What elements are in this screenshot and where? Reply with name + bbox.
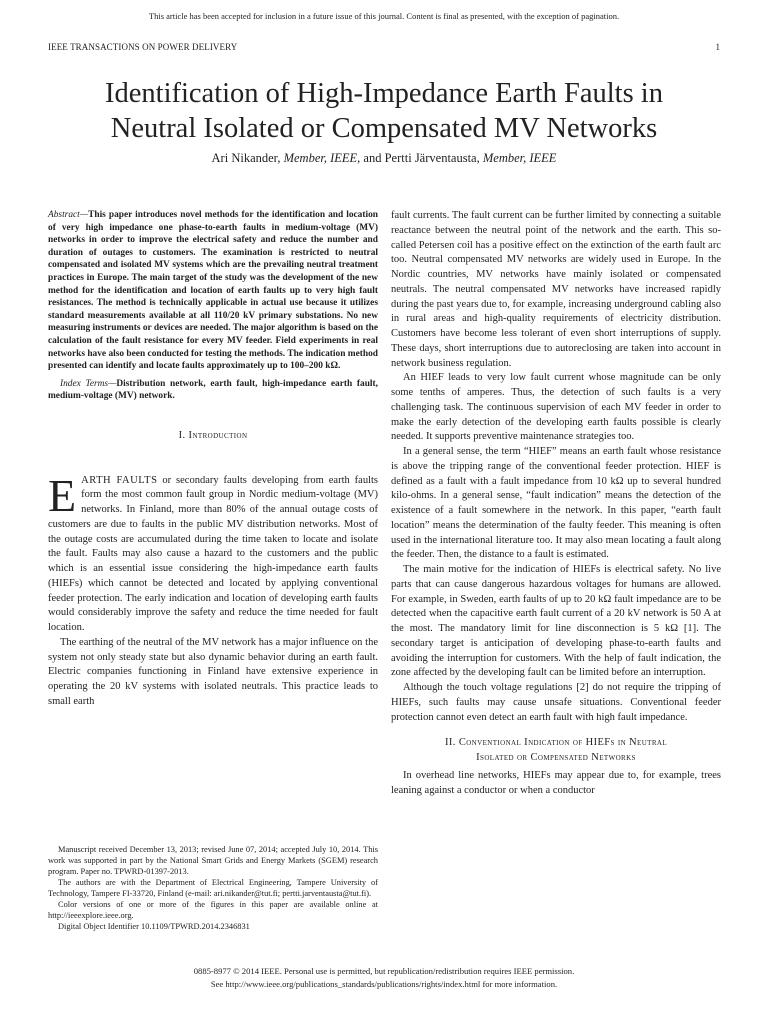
section-heading-introduction [48,429,378,444]
left-column [48,209,378,710]
footer-line-2: See http://www.ieee.org/publications_standards/publications/rights/index.html for more information. [210,979,558,989]
page-number: 1 [715,42,720,52]
abstract-label: Abstract— [48,210,89,220]
abstract-text: This paper introduces novel methods for the identification and location of very high impedance one phase-to-earth faults in medium-voltage (MV) networks in order to improve the electrical safety and reduce the number and duration of outages to customers. The examination is restricted to neutral compensated and isolated MV systems which are the prevailing neutral treatment practices in Europe. The main target of the study was the development of the new method for the identification and location of earth faults up to very high fault resistances. The method is technically applicable in actual use because it utilizes standard measurements available at all 110/20 kV primary substations. No new measuring instruments or devices are needed. The major algorithm is based on the calculation of the fault resistance for every MV feeder. Field experiments in real networks have also been conducted for testing the methods. The indication method presented can identify and locate faults approximately up to 100–200 kΩ. [48,210,378,372]
right-paragraph-6: In overhead line networks, HIEFs may appear due to, for example, trees leaning against a conductor or when a conductor [391,770,721,796]
right-column [391,209,721,799]
intro-p1-text: or secondary faults developing from earth faults form the most common fault group in Nordic medium-voltage (MV) networks. In Finland, more than 80% of the annual outage costs of customers are due to faults in the public MV distribution networks. Most of the outage costs are accumulated during the time taken to locate and isolate the fault. Faults may also cause a hazard to the customers and the public which is an essential issue considering the high-impedance earth faults (HIEFs) which cannot be detected and located by applying conventional feeder protection. The early indication and location of developing earth faults would considerably improve the safety and reduce the time needed for fault location. [48,474,378,634]
author-line [40,151,728,166]
intro-paragraph-2: The earthing of the neutral of the MV network has a major influence on the system not only steady state but also dynamic behavior during an earth fault. Electric companies functioning in Finland have extensive experience in operating the 20 kV systems with isolated neutrals. This practice leads to small earth [48,636,378,707]
index-terms-label: Index Terms— [60,378,117,389]
intro-paragraph-1 [48,469,378,636]
footnote-color: Color versions of one or more of the figures in this paper are available online at http://ieeexplore.ieee.org. [48,900,378,920]
author-2: Pertti Järventausta, [384,151,480,165]
index-terms-text: Distribution network, earth fault, high-impedance earth fault, medium-voltage (MV) network. [48,378,378,402]
author-1-role: Member, IEEE, [283,151,361,165]
paper-title [40,76,728,146]
running-head: IEEE TRANSACTIONS ON POWER DELIVERY [48,42,238,52]
footnote-manuscript: Manuscript received December 13, 2013; revised June 07, 2014; accepted July 10, 2014. This work was supported in part by the National Smart Grids and Energy Markets (SGEM) research program. Paper no. TPWRD-01397-2013. [48,845,378,876]
footnote-affiliation: The authors are with the Department of Electrical Engineering, Tampere University of Technology, Tampere FI-33720, Finland (e-mail: ari.nikander@tut.fi; pertti.jarventausta@tut.fi). [48,878,378,898]
copyright-footer [0,965,768,991]
right-paragraph-2: An HIEF leads to very low fault current whose magnitude can be only some tenths of amperes. Thus, the detection of such faults is a very challenging task. The continuous supervision of each MV feeder in order to make the early detection of the developing earth faults possible is clearly needed. It supports preventive maintenance strategies too. [391,372,721,443]
section-2-title-line-2: Isolated or Compensated Networks [476,751,636,763]
section-1-title: Introduction [188,429,248,441]
section-2-number: II. [444,737,456,749]
right-paragraph-3: In a general sense, the term “HIEF” means an earth fault whose resistance is above the tripping range of the conventional feeder protection. HIEF is defined as a fault with a fault impedance from 10 kΩ up to several hundred kilo-ohms. In a general sense, “fault indication” means the detection of the existence of a fault somewhere in the network. In this paper, “earth fault location” means the determination of the faulty feeder. This meaning is often used in the international literature too. It may also mean locating a fault along the feeder. Then, the distance to a fault is estimated. [391,446,721,561]
footnote-doi: Digital Object Identifier 10.1109/TPWRD.2014.2346831 [58,922,250,931]
intro-caps: ARTH FAULTS [81,474,158,486]
section-1-number: I. [178,429,186,441]
author-and: and [363,151,382,165]
title-line-2: Neutral Isolated or Compensated MV Networks [110,113,658,144]
author-1: Ari Nikander, [211,151,281,165]
footer-line-1: 0885-8977 © 2014 IEEE. Personal use is permitted, but republication/redistribution requires IEEE permission. [193,966,575,976]
acceptance-note: This article has been accepted for inclusion in a future issue of this journal. Content is final as presented, with the exception of pagination. [148,11,620,21]
right-paragraph-1: fault currents. The fault current can be further limited by connecting a suitable reactance between the neutral point of the network and the earth. This so-called Petersen coil has a positive effect on the extinction of the earth fault arc too. Neutral compensated MV networks are widely used in Europe. In the Nordic countries, MV networks have mainly isolated or compensated neutrals. The neutral compensated MV networks have increased rapidly during the past years due to, for example, increasing underground cabling also in rural areas and high-quality requirements of electricity distribution. Customers have become less tolerant of even short interruptions of supply. These days, short interruptions due to autoreclosing are taken into account in network business regulation. [391,210,721,369]
section-2-title-line-1: Conventional Indication of HIEFs in Neutral [458,737,668,749]
author-2-role: Member, IEEE [482,151,557,165]
section-heading-conventional [391,736,721,765]
abstract [48,209,378,373]
footnotes [48,844,378,932]
right-paragraph-5: Although the touch voltage regulations [2] do not require the tripping of HIEFs, such faults may cause unsafe situations. Conventional feeder protection cannot even detect an earth fault with high fault impedance. [391,682,721,723]
right-paragraph-4: The main motive for the indication of HIEFs is electrical safety. No live parts that can cause dangerous hazardous voltages for humans are allowed. For example, in Sweden, earth faults of up to 20 kΩ fault impedance are to be detected when the capacitive earth fault current of a 20 kV network is 50 A at the most. The mandatory limit for line disconnection is 5 kΩ [1]. The secondary target is anticipation of developing phase-to-earth faults and avoiding the interruption for customers. With the help of fault indication, the zone affected by the developing fault can be limited before an interruption. [391,564,721,679]
title-line-1: Identification of High-Impedance Earth Faults in [105,78,663,109]
drop-cap: E [48,469,77,521]
index-terms [48,378,378,403]
